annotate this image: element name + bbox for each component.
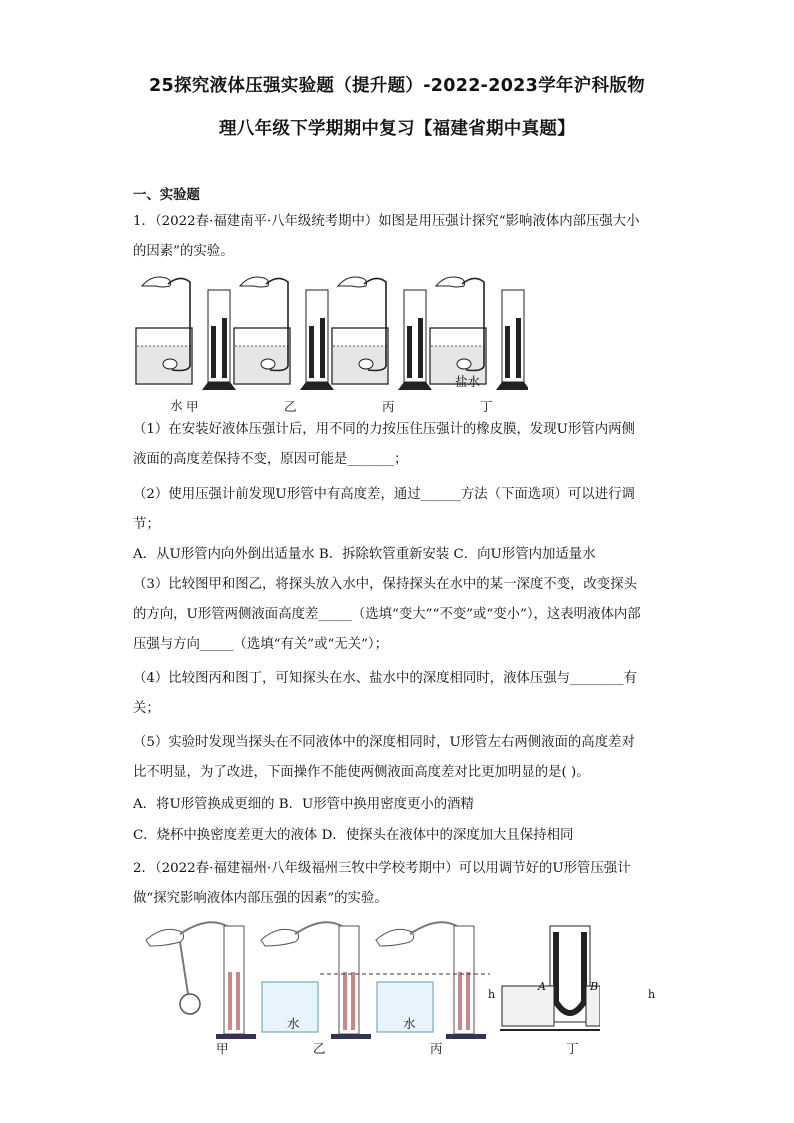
section-heading: 一、实验题 — [133, 188, 200, 203]
q2-beaker-label-water-1: 水 — [287, 1016, 300, 1031]
document-title-line-2: 理八年级下学期期中复习【福建省期中真题】 — [219, 119, 575, 139]
q2-stem-line-2: 做“探究影响液体内部压强的因素”的实验。 — [133, 891, 388, 906]
q1-part-5-line-1: （5）实验时发现当探头在不同液体中的深度相同时，U形管左右两侧液面的高度差对 — [133, 735, 635, 750]
q1-part-5-line-2: 比不明显，为了改进，下面操作不能使两侧液面高度差对比更加明显的是( )。 — [133, 765, 590, 780]
q2-stem-line-1: 2．（2022春·福建福州·八年级福州三牧中学校考期中）可以用调节好的U形管压强计 — [133, 861, 631, 876]
q1-beaker-label-saltwater: 盐水 — [455, 374, 481, 389]
q2-apparatus-jia — [146, 922, 256, 1039]
q1-apparatus-jia — [136, 277, 236, 390]
q1-stem-line-1: 1．（2022春·福建南平·八年级统考期中）如图是用压强计探究“影响液体内部压强大小 — [133, 214, 640, 229]
q2-figure — [140, 912, 600, 1052]
q1-part-4-line-2: 关； — [133, 701, 160, 716]
q1-part-1-line-1: （1）在安装好液体压强计后，用不同的力按压住压强计的橡皮膜，发现U形管内两侧 — [133, 422, 635, 437]
q1-caption-yi: 乙 — [284, 399, 297, 414]
q1-part-3-line-1: （3）比较图甲和图乙，将探头放入水中，保持探头在水中的某一深度不变，改变探头 — [133, 577, 637, 592]
q1-part-2-options: A．从U形管内向外倒出适量水 B．拆除软管重新安装 C．向U形管内加适量水 — [133, 547, 596, 562]
q1-stem-line-2: 的因素”的实验。 — [133, 244, 234, 259]
q1-caption-ding: 丁 — [480, 399, 493, 414]
q1-caption-bing: 丙 — [382, 399, 395, 414]
q2-mark-h-right: h — [648, 988, 656, 1001]
q1-part-3-line-3: 压强与方向_____（选填“有关”或“无关”）； — [133, 637, 389, 652]
q1-part-2-line-1: （2）使用压强计前发现U形管中有高度差，通过______方法（下面选项）可以进行调 — [133, 487, 635, 502]
q1-caption-jia: 甲 — [186, 399, 199, 414]
q1-part-4-line-1: （4）比较图丙和图丁，可知探头在水、盐水中的深度相同时，液体压强与________有 — [133, 671, 637, 686]
q2-mark-h-left: h — [488, 988, 496, 1001]
q2-caption-bing: 丙 — [430, 1041, 443, 1056]
q1-beaker-label-water: 水 — [170, 398, 183, 413]
q1-part-3-line-2: 的方向，U形管两侧液面高度差_____（选填“变大”“不变”或“变小”），这表明液体内部 — [133, 607, 641, 622]
q1-part-5-options-ab: A．将U形管换成更细的 B．U形管中换用密度更小的酒精 — [133, 797, 474, 812]
q2-caption-jia: 甲 — [216, 1041, 229, 1056]
q1-figure — [128, 266, 528, 416]
q2-mark-a: A — [538, 980, 546, 993]
q2-caption-yi: 乙 — [313, 1041, 326, 1056]
q1-part-1-line-2: 液面的高度差保持不变，原因可能是_______； — [133, 452, 408, 467]
q1-part-5-options-cd: C．烧杯中换密度差更大的液体 D．使探头在液体中的深度加大且保持相同 — [133, 828, 574, 843]
document-title-line-1: 25探究液体压强实验题（提升题）-2022-2023学年沪科版物 — [149, 76, 645, 96]
q2-mark-b: B — [590, 980, 599, 993]
q2-apparatus-ding — [500, 926, 600, 1030]
q2-caption-ding: 丁 — [566, 1041, 579, 1056]
q1-part-2-line-2: 节； — [133, 517, 160, 532]
q2-beaker-label-water-2: 水 — [403, 1016, 416, 1031]
